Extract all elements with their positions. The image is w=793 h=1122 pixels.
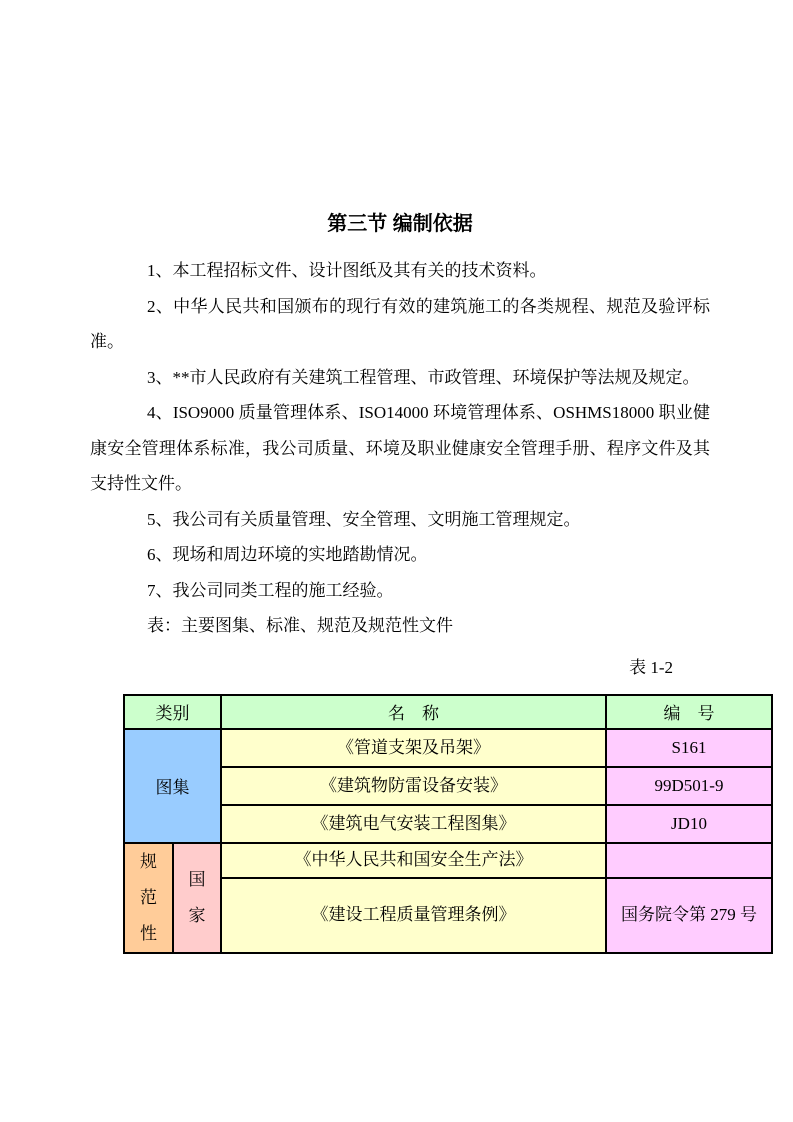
paragraph-7: 7、我公司同类工程的施工经验。 <box>147 580 394 600</box>
document-content <box>90 0 757 954</box>
paragraph-block <box>90 253 710 644</box>
paragraph-2: 2、中华人民共和国颁布的现行有效的建筑施工的各类规程、规范及验评标准。 <box>90 296 710 351</box>
table-row <box>124 843 772 878</box>
header-cell-name: 名 称 <box>221 695 606 729</box>
table-row <box>124 878 772 953</box>
paragraph-4: 4、ISO9000 质量管理体系、ISO14000 环境管理体系、OSHMS18000 职业健康安全管理体系标准，我公司质量、环境及职业健康安全管理手册、程序文件及其支持性文件。 <box>90 403 710 493</box>
name-cell: 《建筑物防雷设备安装》 <box>221 767 606 805</box>
paragraph-5: 5、我公司有关质量管理、安全管理、文明施工管理规定。 <box>147 509 581 529</box>
name-cell: 《建设工程质量管理条例》 <box>221 878 606 953</box>
table-caption: 表 1-2 <box>629 657 673 677</box>
paragraph-6: 6、现场和周边环境的实地踏勘情况。 <box>147 545 428 564</box>
section-title: 第三节 编制依据 <box>327 213 473 235</box>
header-cell-category: 类别 <box>124 695 221 729</box>
name-cell: 《管道支架及吊架》 <box>221 729 606 767</box>
paragraph-3: 3、**市人民政府有关建筑工程管理、市政管理、环境保护等法规及规定。 <box>147 367 700 387</box>
code-cell: JD10 <box>606 805 772 843</box>
table-header-row <box>124 695 772 729</box>
table-row <box>124 767 772 805</box>
header-cell-code: 编 号 <box>606 695 772 729</box>
name-cell: 《建筑电气安装工程图集》 <box>221 805 606 843</box>
table-row <box>124 729 772 767</box>
name-cell: 《中华人民共和国安全生产法》 <box>221 843 606 878</box>
code-cell: S161 <box>606 729 772 767</box>
code-cell: 国务院令第 279 号 <box>606 878 772 953</box>
code-cell: 99D501-9 <box>606 767 772 805</box>
table-row <box>124 805 772 843</box>
standards-table <box>123 694 773 954</box>
subcategory-cell-national-text: 国家 <box>188 869 206 925</box>
code-cell-empty <box>606 843 772 878</box>
paragraph-1: 1、本工程招标文件、设计图纸及其有关的技术资料。 <box>147 261 547 280</box>
category-cell-normative-text: 规范性 <box>140 851 157 943</box>
subcategory-cell-national <box>173 843 221 953</box>
table-intro-line: 表：主要图集、标准、规范及规范性文件 <box>147 616 453 635</box>
category-cell-normative <box>124 843 173 953</box>
category-cell-atlas: 图集 <box>124 729 221 843</box>
